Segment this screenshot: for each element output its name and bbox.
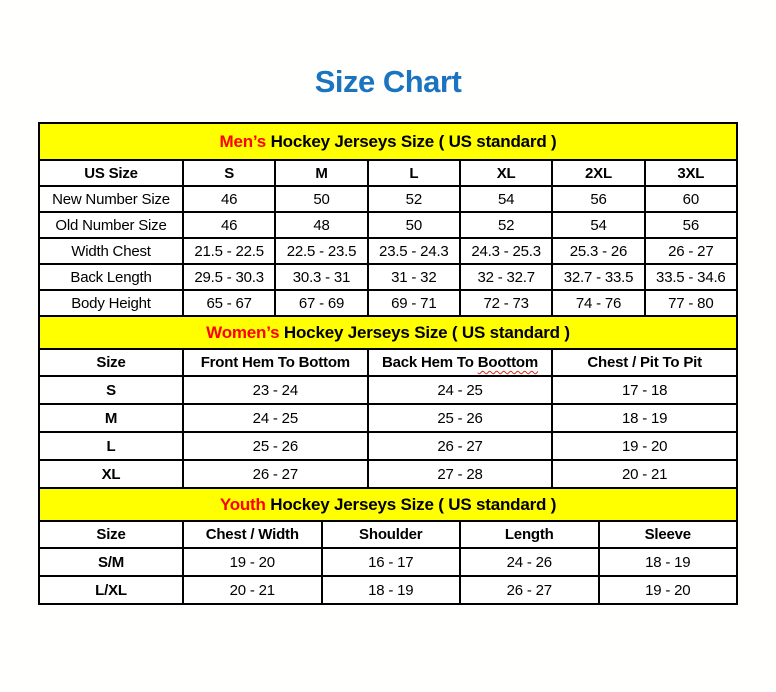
mens-banner bbox=[39, 123, 737, 160]
cell-value: 26 - 27 bbox=[645, 238, 737, 264]
cell-value: 52 bbox=[368, 186, 460, 212]
row-label: S bbox=[39, 376, 183, 404]
cell-value: 23.5 - 24.3 bbox=[368, 238, 460, 264]
cell-value: 20 - 21 bbox=[183, 576, 322, 604]
cell-value: 25.3 - 26 bbox=[552, 238, 644, 264]
cell-value: 32 - 32.7 bbox=[460, 264, 552, 290]
cell-value: 25 - 26 bbox=[368, 404, 553, 432]
header-cell-chest-pit: Chest / Pit To Pit bbox=[552, 349, 737, 376]
cell-value: 56 bbox=[552, 186, 644, 212]
header-cell-length: Length bbox=[460, 521, 599, 548]
cell-value: 31 - 32 bbox=[368, 264, 460, 290]
cell-value: 27 - 28 bbox=[368, 460, 553, 488]
womens-banner-row bbox=[39, 316, 737, 349]
youth-banner-text: Hockey Jerseys Size ( US standard ) bbox=[270, 494, 557, 514]
cell-value: 24 - 25 bbox=[368, 376, 553, 404]
cell-value: 24 - 25 bbox=[183, 404, 368, 432]
header-cell-s: S bbox=[183, 160, 275, 186]
mens-size-table bbox=[38, 122, 738, 317]
cell-value: 50 bbox=[275, 186, 367, 212]
youth-banner bbox=[39, 488, 737, 521]
mens-banner-highlight: Men’s bbox=[219, 131, 267, 151]
womens-banner-highlight: Women’s bbox=[206, 322, 280, 342]
cell-value: 69 - 71 bbox=[368, 290, 460, 316]
cell-value: 23 - 24 bbox=[183, 376, 368, 404]
cell-value: 30.3 - 31 bbox=[275, 264, 367, 290]
table-row bbox=[39, 376, 737, 404]
cell-value: 46 bbox=[183, 212, 275, 238]
row-label: L bbox=[39, 432, 183, 460]
table-row bbox=[39, 404, 737, 432]
cell-value: 65 - 67 bbox=[183, 290, 275, 316]
row-label: Width Chest bbox=[39, 238, 183, 264]
header-cell-us-size: US Size bbox=[39, 160, 183, 186]
row-label: S/M bbox=[39, 548, 183, 576]
row-label: New Number Size bbox=[39, 186, 183, 212]
cell-value: 33.5 - 34.6 bbox=[645, 264, 737, 290]
cell-value: 72 - 73 bbox=[460, 290, 552, 316]
table-row bbox=[39, 264, 737, 290]
header-cell-l: L bbox=[368, 160, 460, 186]
page-title: Size Chart bbox=[314, 64, 462, 99]
table-row bbox=[39, 576, 737, 604]
header-cell-xl: XL bbox=[460, 160, 552, 186]
cell-value: 67 - 69 bbox=[275, 290, 367, 316]
cell-value: 24 - 26 bbox=[460, 548, 599, 576]
cell-value: 19 - 20 bbox=[183, 548, 322, 576]
womens-banner bbox=[39, 316, 737, 349]
cell-value: 54 bbox=[460, 186, 552, 212]
cell-value: 60 bbox=[645, 186, 737, 212]
womens-banner-text: Hockey Jerseys Size ( US standard ) bbox=[283, 322, 570, 342]
row-label: XL bbox=[39, 460, 183, 488]
cell-value: 18 - 19 bbox=[599, 548, 738, 576]
header-cell-back-hem bbox=[368, 349, 553, 376]
youth-header-row bbox=[39, 521, 737, 548]
youth-banner-row bbox=[39, 488, 737, 521]
cell-value: 24.3 - 25.3 bbox=[460, 238, 552, 264]
header-cell-sleeve: Sleeve bbox=[599, 521, 738, 548]
womens-header-row bbox=[39, 349, 737, 376]
cell-value: 26 - 27 bbox=[368, 432, 553, 460]
cell-value: 17 - 18 bbox=[552, 376, 737, 404]
header-cell-2xl: 2XL bbox=[552, 160, 644, 186]
row-label: Old Number Size bbox=[39, 212, 183, 238]
table-row bbox=[39, 186, 737, 212]
cell-value: 29.5 - 30.3 bbox=[183, 264, 275, 290]
table-row bbox=[39, 460, 737, 488]
header-cell-3xl: 3XL bbox=[645, 160, 737, 186]
row-label: L/XL bbox=[39, 576, 183, 604]
cell-value: 18 - 19 bbox=[322, 576, 461, 604]
header-cell-m: M bbox=[275, 160, 367, 186]
cell-value: 32.7 - 33.5 bbox=[552, 264, 644, 290]
table-row bbox=[39, 238, 737, 264]
cell-value: 22.5 - 23.5 bbox=[275, 238, 367, 264]
header-cell-chest-width: Chest / Width bbox=[183, 521, 322, 548]
cell-value: 26 - 27 bbox=[183, 460, 368, 488]
mens-header-row bbox=[39, 160, 737, 186]
cell-value: 18 - 19 bbox=[552, 404, 737, 432]
cell-value: 20 - 21 bbox=[552, 460, 737, 488]
youth-size-table bbox=[38, 487, 738, 605]
cell-value: 50 bbox=[368, 212, 460, 238]
table-row bbox=[39, 548, 737, 576]
row-label: Back Length bbox=[39, 264, 183, 290]
header-back-hem-misspelled-word: Boottom bbox=[477, 354, 538, 371]
cell-value: 54 bbox=[552, 212, 644, 238]
table-row bbox=[39, 432, 737, 460]
cell-value: 19 - 20 bbox=[552, 432, 737, 460]
cell-value: 26 - 27 bbox=[460, 576, 599, 604]
cell-value: 77 - 80 bbox=[645, 290, 737, 316]
header-cell-front-hem: Front Hem To Bottom bbox=[183, 349, 368, 376]
womens-size-table bbox=[38, 315, 738, 489]
cell-value: 16 - 17 bbox=[322, 548, 461, 576]
row-label: Body Height bbox=[39, 290, 183, 316]
youth-banner-highlight: Youth bbox=[219, 494, 266, 514]
row-label: M bbox=[39, 404, 183, 432]
header-cell-size: Size bbox=[39, 349, 183, 376]
header-back-hem-text: Back Hem To bbox=[382, 354, 474, 371]
cell-value: 25 - 26 bbox=[183, 432, 368, 460]
size-chart-tables bbox=[38, 122, 738, 605]
header-cell-size: Size bbox=[39, 521, 183, 548]
cell-value: 74 - 76 bbox=[552, 290, 644, 316]
mens-banner-row bbox=[39, 123, 737, 160]
cell-value: 21.5 - 22.5 bbox=[183, 238, 275, 264]
cell-value: 46 bbox=[183, 186, 275, 212]
cell-value: 19 - 20 bbox=[599, 576, 738, 604]
header-cell-shoulder: Shoulder bbox=[322, 521, 461, 548]
cell-value: 56 bbox=[645, 212, 737, 238]
cell-value: 52 bbox=[460, 212, 552, 238]
cell-value: 48 bbox=[275, 212, 367, 238]
mens-banner-text: Hockey Jerseys Size ( US standard ) bbox=[270, 131, 557, 151]
table-row bbox=[39, 212, 737, 238]
table-row bbox=[39, 290, 737, 316]
